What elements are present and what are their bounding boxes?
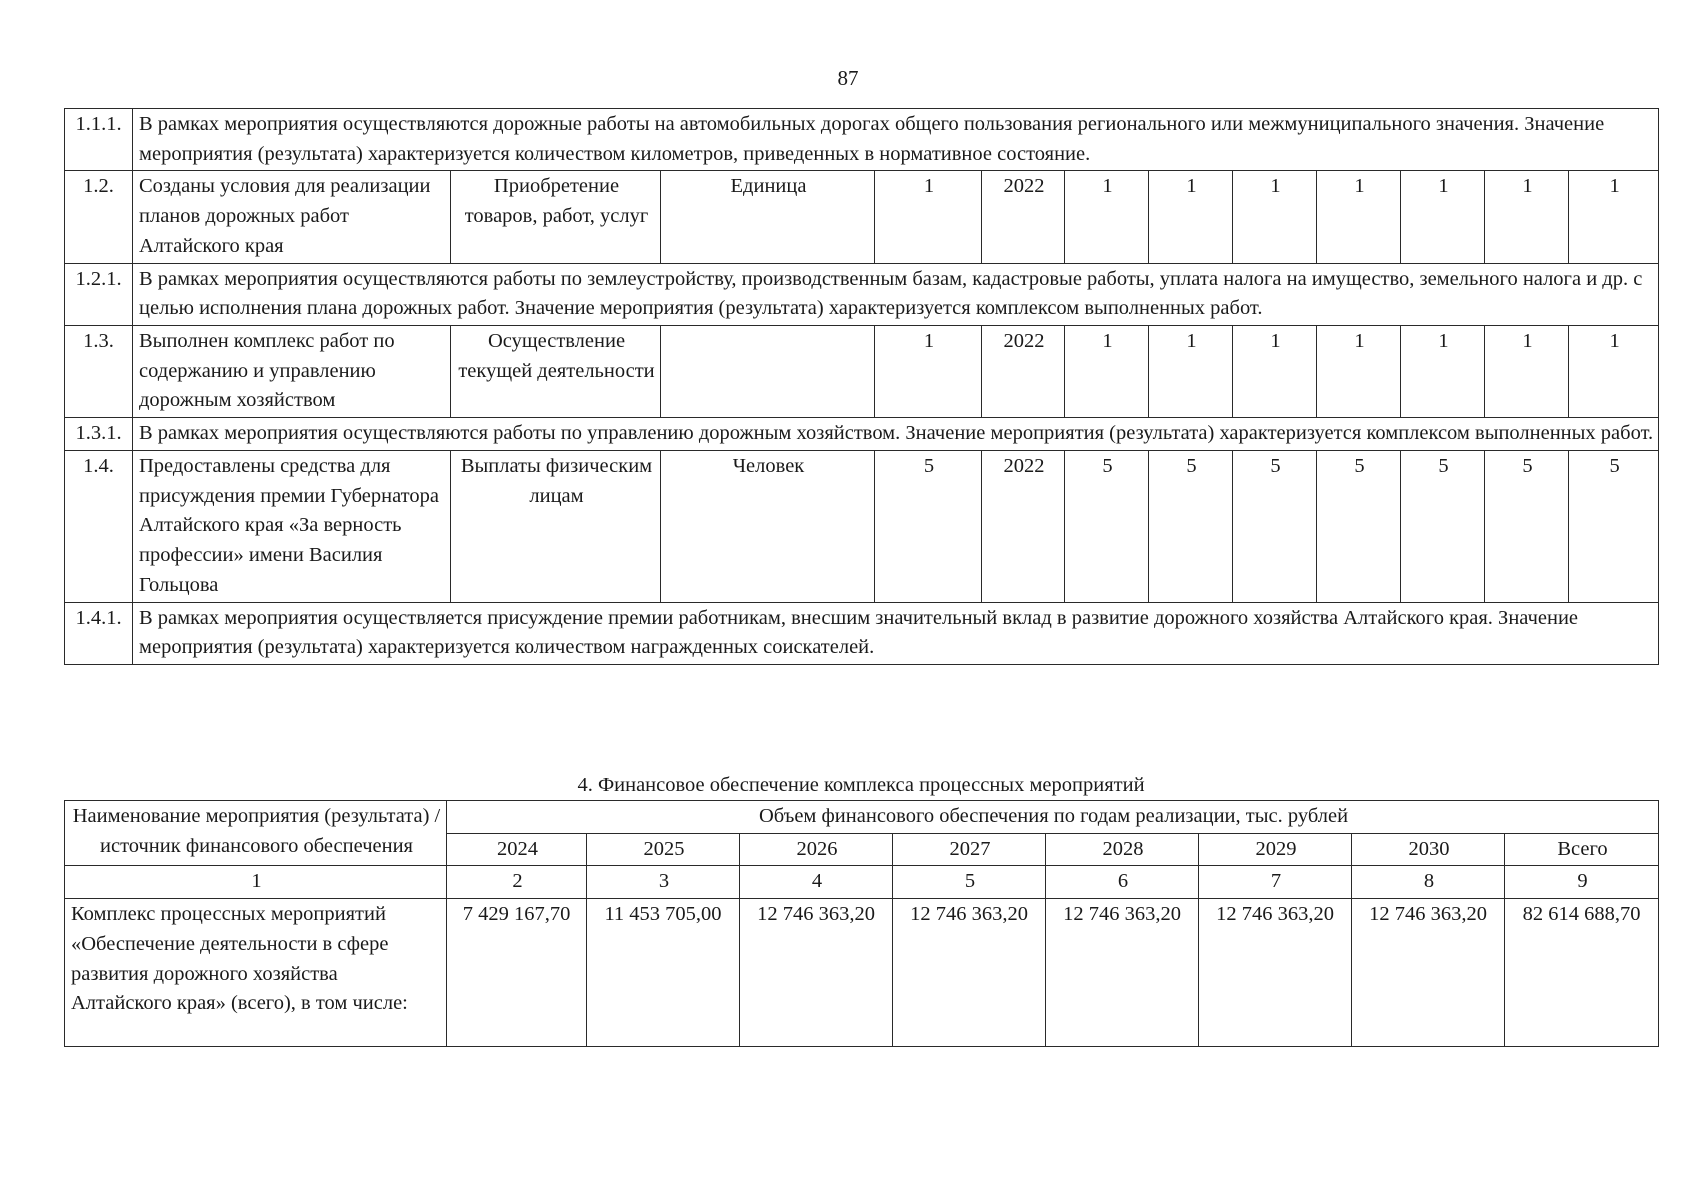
value-cell: 5 <box>1233 450 1317 602</box>
column-number: 5 <box>893 866 1046 899</box>
table-row <box>65 263 1659 325</box>
base-value: 5 <box>875 450 982 602</box>
column-number-row <box>65 866 1659 899</box>
page-number: 87 <box>837 66 859 90</box>
measure-description: В рамках мероприятия осуществляется присуждение премии работникам, внесшим значительный вклад в развитие дорожного хозяйства Алтайского края. Значение мероприятия (результата) характеризуется количеством награжденных соискателей. <box>133 602 1659 664</box>
value-cell: 5 <box>1569 450 1659 602</box>
row-number: 1.4. <box>65 450 133 602</box>
measure-type: Выплаты физическим лицам <box>451 450 661 602</box>
finance-table <box>64 800 1659 1047</box>
value-cell: 1 <box>1065 171 1149 263</box>
table-row <box>65 450 1659 602</box>
value-cell: 1 <box>1401 326 1485 418</box>
value-cell: 1 <box>1149 171 1233 263</box>
year-header: 2030 <box>1352 833 1505 866</box>
row-number: 1.4.1. <box>65 602 133 664</box>
year-header: 2025 <box>587 833 740 866</box>
column-number: 6 <box>1046 866 1199 899</box>
row-number: 1.1.1. <box>65 109 133 171</box>
measure-description: В рамках мероприятия осуществляются работы по землеустройству, производственным базам, кадастровые работы, уплата налога на имущество, земельного налога и др. с целью исполнения плана дорожных работ. Значение мероприятия (результата) характеризуется комплексом выполненных работ. <box>133 263 1659 325</box>
section-title: 4. Финансовое обеспечение комплекса процессных мероприятий <box>577 774 1145 796</box>
row-number: 1.3.1. <box>65 418 133 451</box>
finance-value: 11 453 705,00 <box>587 899 740 1047</box>
base-value: 1 <box>875 171 982 263</box>
column-number: 4 <box>740 866 893 899</box>
year-header: 2029 <box>1199 833 1352 866</box>
measure-description: В рамках мероприятия осуществляются дорожные работы на автомобильных дорогах общего пользования регионального или межмуниципального значения. Значение мероприятия (результата) характеризуется количеством километров, приведенных в нормативное состояние. <box>133 109 1659 171</box>
year-header: 2027 <box>893 833 1046 866</box>
row-number: 1.2.1. <box>65 263 133 325</box>
value-cell: 1 <box>1233 171 1317 263</box>
measure-unit: Человек <box>661 450 875 602</box>
column-number: 9 <box>1505 866 1659 899</box>
measure-type: Приобретение товаров, работ, услуг <box>451 171 661 263</box>
table-row <box>65 899 1659 1047</box>
value-cell: 1 <box>1569 326 1659 418</box>
value-cell: 5 <box>1317 450 1401 602</box>
value-cell: 5 <box>1149 450 1233 602</box>
value-cell: 1 <box>1401 171 1485 263</box>
measures-table <box>64 108 1659 665</box>
year-header: 2024 <box>447 833 587 866</box>
row-number: 1.2. <box>65 171 133 263</box>
measure-unit <box>661 326 875 418</box>
measure-name: Предоставлены средства для присуждения премии Губернатора Алтайского края «За верность профессии» имени Василия Гольцова <box>133 450 451 602</box>
column-header-name: Наименование мероприятия (результата) / источник финансового обеспечения <box>65 801 447 866</box>
table-row <box>65 109 1659 171</box>
value-cell: 1 <box>1065 326 1149 418</box>
base-year: 2022 <box>982 450 1065 602</box>
value-cell: 5 <box>1485 450 1569 602</box>
value-cell: 1 <box>1569 171 1659 263</box>
table-row <box>65 602 1659 664</box>
value-cell: 1 <box>1317 326 1401 418</box>
value-cell: 5 <box>1065 450 1149 602</box>
value-cell: 1 <box>1233 326 1317 418</box>
value-cell: 1 <box>1149 326 1233 418</box>
column-number: 2 <box>447 866 587 899</box>
measure-name: Выполнен комплекс работ по содержанию и управлению дорожным хозяйством <box>133 326 451 418</box>
value-cell: 1 <box>1485 326 1569 418</box>
volume-header: Объем финансового обеспечения по годам реализации, тыс. рублей <box>447 801 1659 834</box>
finance-value: 12 746 363,20 <box>1046 899 1199 1047</box>
finance-value: 12 746 363,20 <box>893 899 1046 1047</box>
row-number: 1.3. <box>65 326 133 418</box>
year-header: 2026 <box>740 833 893 866</box>
measure-unit: Единица <box>661 171 875 263</box>
measure-name: Созданы условия для реализации планов дорожных работ Алтайского края <box>133 171 451 263</box>
table-row <box>65 171 1659 263</box>
measure-description: В рамках мероприятия осуществляются работы по управлению дорожным хозяйством. Значение мероприятия (результата) характеризуется комплексом выполненных работ. <box>133 418 1659 451</box>
table-row <box>65 326 1659 418</box>
value-cell: 1 <box>1317 171 1401 263</box>
value-cell: 5 <box>1401 450 1485 602</box>
measure-type: Осуществление текущей деятельности <box>451 326 661 418</box>
column-number: 8 <box>1352 866 1505 899</box>
year-header: 2028 <box>1046 833 1199 866</box>
total-header: Всего <box>1505 833 1659 866</box>
header-row <box>65 801 1659 834</box>
value-cell: 1 <box>1485 171 1569 263</box>
finance-total: 82 614 688,70 <box>1505 899 1659 1047</box>
column-number: 3 <box>587 866 740 899</box>
base-year: 2022 <box>982 326 1065 418</box>
column-number: 1 <box>65 866 447 899</box>
column-number: 7 <box>1199 866 1352 899</box>
finance-value: 12 746 363,20 <box>1199 899 1352 1047</box>
finance-value: 12 746 363,20 <box>1352 899 1505 1047</box>
base-value: 1 <box>875 326 982 418</box>
base-year: 2022 <box>982 171 1065 263</box>
finance-value: 12 746 363,20 <box>740 899 893 1047</box>
finance-value: 7 429 167,70 <box>447 899 587 1047</box>
table-row <box>65 418 1659 451</box>
finance-row-name: Комплекс процессных мероприятий «Обеспечение деятельности в сфере развития дорожного хозяйства Алтайского края» (всего), в том числе: <box>65 899 447 1047</box>
